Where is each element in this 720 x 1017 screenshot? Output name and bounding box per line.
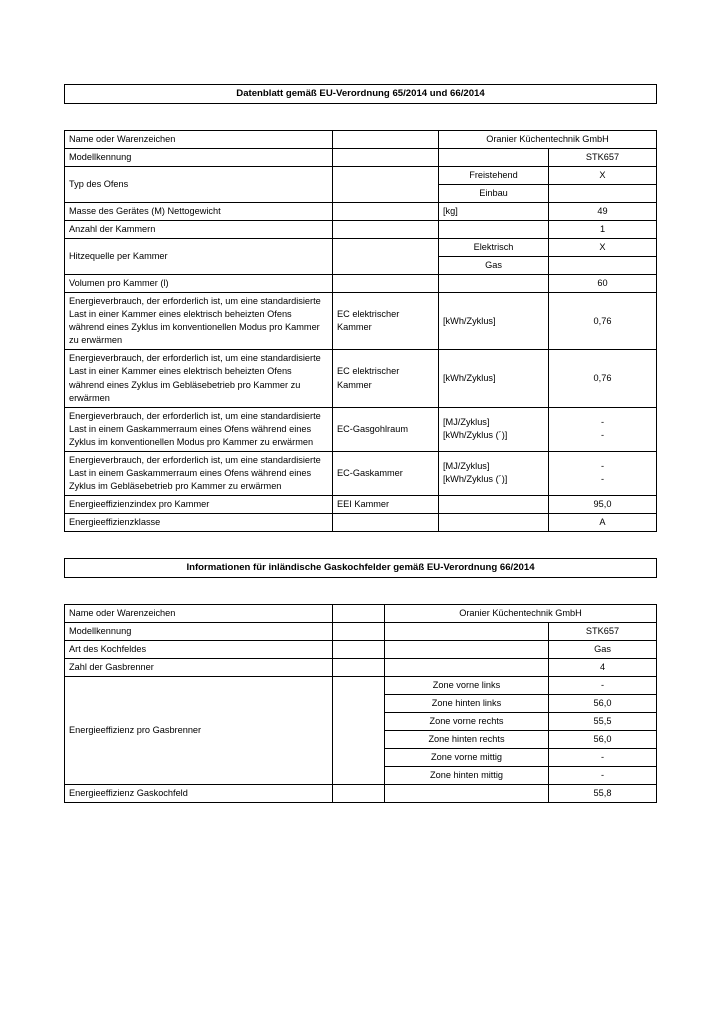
oven-type-option-freistehend: Freistehend — [439, 166, 549, 184]
ec-gas-fan-value-1: - — [600, 461, 605, 472]
table-row — [65, 496, 657, 514]
hob-total-empty-1 — [333, 785, 385, 803]
section1-data-table — [64, 130, 657, 533]
table-row — [65, 166, 657, 184]
eei-mid: EEI Kammer — [333, 496, 439, 514]
heat-source-option-elektrisch: Elektrisch — [439, 238, 549, 256]
zone-name: Zone vorne mittig — [385, 749, 549, 767]
spacer — [64, 532, 656, 558]
section1-title: Datenblatt gemäß EU-Verordnung 65/2014 und 66/2014 — [65, 85, 657, 104]
table-row — [65, 350, 657, 407]
zone-name: Zone hinten mittig — [385, 767, 549, 785]
zone-value: - — [549, 677, 657, 695]
hob-model-empty-1 — [333, 622, 385, 640]
brand-value: Oranier Küchentechnik GmbH — [439, 130, 657, 148]
oven-type-option-freistehend-value: X — [549, 166, 657, 184]
burners-label: Zahl der Gasbrenner — [65, 658, 333, 676]
ec-gas-fan-mid: EC-Gaskammer — [333, 451, 439, 495]
eei-label: Energieeffizienzindex pro Kammer — [65, 496, 333, 514]
table-row — [65, 275, 657, 293]
mass-label: Masse des Gerätes (M) Nettogewicht — [65, 202, 333, 220]
ec-fan-value: 0,76 — [549, 350, 657, 407]
hob-brand-empty — [333, 604, 385, 622]
oven-type-label: Typ des Ofens — [65, 166, 333, 202]
ec-conventional-value: 0,76 — [549, 293, 657, 350]
ec-gas-conventional-unit-1: [MJ/Zyklus] — [443, 416, 490, 427]
model-empty-1 — [333, 148, 439, 166]
table-row — [65, 85, 657, 104]
table-row — [65, 640, 657, 658]
hob-total-empty-2 — [385, 785, 549, 803]
spacer — [64, 104, 656, 130]
ec-gas-conventional-label: Energieverbrauch, der erforderlich ist, um eine standardisierte Last in einem Gaskammerraum eines Ofens während eines Zyklus im konventionellen Modus pro Kammer zu erwärmen — [65, 407, 333, 451]
hob-model-value: STK657 — [549, 622, 657, 640]
cavities-empty-1 — [333, 220, 439, 238]
hob-type-value: Gas — [549, 640, 657, 658]
heat-source-label: Hitzequelle per Kammer — [65, 238, 333, 274]
ec-gas-fan-unit-2: [kWh/Zyklus (´)] — [443, 474, 508, 485]
ec-conventional-label: Energieverbrauch, der erforderlich ist, um eine standardisierte Last in einer Kammer eines elektrisch beheizten Ofens während eines Zyklus im konventionellen Modus pro Kammer zu erwärmen — [65, 293, 333, 350]
oven-type-option-einbau-value — [549, 184, 657, 202]
zone-name: Zone hinten rechts — [385, 731, 549, 749]
model-value: STK657 — [549, 148, 657, 166]
zone-value: - — [549, 749, 657, 767]
energy-class-value: A — [549, 514, 657, 532]
ec-gas-conventional-value-2: - — [600, 430, 605, 441]
ec-fan-mid: EC elektrischer Kammer — [333, 350, 439, 407]
heat-source-option-elektrisch-value: X — [549, 238, 657, 256]
ec-gas-conventional-mid: EC-Gasgohlraum — [333, 407, 439, 451]
mass-unit: [kg] — [439, 202, 549, 220]
zone-value: 56,0 — [549, 695, 657, 713]
zone-name: Zone vorne rechts — [385, 713, 549, 731]
ec-gas-fan-value-2: - — [600, 474, 605, 485]
table-row — [65, 622, 657, 640]
zone-value: - — [549, 767, 657, 785]
ec-fan-label: Energieverbrauch, der erforderlich ist, um eine standardisierte Last in einer Kammer eines elektrisch beheizten Ofens während eines Zyklus im Gebläsebetrieb pro Kammer zu erwärmen — [65, 350, 333, 407]
burners-empty-1 — [333, 658, 385, 676]
ec-gas-fan-units — [439, 451, 549, 495]
zone-name: Zone hinten links — [385, 695, 549, 713]
section1-title-table — [64, 84, 657, 104]
table-row — [65, 148, 657, 166]
oven-type-empty — [333, 166, 439, 202]
oven-type-option-einbau: Einbau — [439, 184, 549, 202]
ec-gas-conventional-units — [439, 407, 549, 451]
table-row — [65, 130, 657, 148]
table-row — [65, 604, 657, 622]
mass-empty — [333, 202, 439, 220]
ec-conventional-mid: EC elektrischer Kammer — [333, 293, 439, 350]
volume-empty-2 — [439, 275, 549, 293]
hob-type-label: Art des Kochfeldes — [65, 640, 333, 658]
zone-value: 56,0 — [549, 731, 657, 749]
cavities-value: 1 — [549, 220, 657, 238]
table-row — [65, 559, 657, 578]
hob-brand-label: Name oder Warenzeichen — [65, 604, 333, 622]
zone-name: Zone vorne links — [385, 677, 549, 695]
model-empty-2 — [439, 148, 549, 166]
ec-gas-fan-values — [549, 451, 657, 495]
hob-type-empty-2 — [385, 640, 549, 658]
hob-model-label: Modellkennung — [65, 622, 333, 640]
mass-value: 49 — [549, 202, 657, 220]
model-label: Modellkennung — [65, 148, 333, 166]
ec-gas-fan-label: Energieverbrauch, der erforderlich ist, um eine standardisierte Last in einem Gaskammerraum eines Ofens während eines Zyklus im Gebläsebetrieb pro Kammer zu erwärmen — [65, 451, 333, 495]
ec-conventional-unit: [kWh/Zyklus] — [439, 293, 549, 350]
table-row — [65, 202, 657, 220]
table-row — [65, 658, 657, 676]
heat-source-option-gas: Gas — [439, 257, 549, 275]
hob-type-empty-1 — [333, 640, 385, 658]
table-row — [65, 677, 657, 695]
eei-empty — [439, 496, 549, 514]
table-row — [65, 514, 657, 532]
ec-gas-conventional-value-1: - — [600, 416, 605, 427]
volume-label: Volumen pro Kammer (l) — [65, 275, 333, 293]
energy-class-label: Energieeffizienzklasse — [65, 514, 333, 532]
brand-label: Name oder Warenzeichen — [65, 130, 333, 148]
table-row — [65, 451, 657, 495]
ec-fan-unit: [kWh/Zyklus] — [439, 350, 549, 407]
energy-class-empty-1 — [333, 514, 439, 532]
table-row — [65, 407, 657, 451]
ec-gas-fan-unit-1: [MJ/Zyklus] — [443, 461, 490, 472]
volume-empty-1 — [333, 275, 439, 293]
heat-source-option-gas-value — [549, 257, 657, 275]
hob-total-efficiency-label: Energieeffizienz Gaskochfeld — [65, 785, 333, 803]
cavities-empty-2 — [439, 220, 549, 238]
cavities-label: Anzahl der Kammern — [65, 220, 333, 238]
section2-title: Informationen für inländische Gaskochfelder gemäß EU-Verordnung 66/2014 — [65, 559, 657, 578]
burner-efficiency-empty — [333, 677, 385, 785]
burners-value: 4 — [549, 658, 657, 676]
hob-model-empty-2 — [385, 622, 549, 640]
brand-empty — [333, 130, 439, 148]
table-row — [65, 238, 657, 256]
ec-gas-conventional-unit-2: [kWh/Zyklus (´)] — [443, 430, 508, 441]
burners-empty-2 — [385, 658, 549, 676]
section2-data-table — [64, 604, 657, 804]
table-row — [65, 220, 657, 238]
hob-total-efficiency-value: 55,8 — [549, 785, 657, 803]
ec-gas-conventional-values — [549, 407, 657, 451]
volume-value: 60 — [549, 275, 657, 293]
zone-value: 55,5 — [549, 713, 657, 731]
spacer — [64, 578, 656, 604]
eei-value: 95,0 — [549, 496, 657, 514]
table-row — [65, 785, 657, 803]
section2-title-table — [64, 558, 657, 578]
energy-class-empty-2 — [439, 514, 549, 532]
heat-source-empty — [333, 238, 439, 274]
hob-brand-value: Oranier Küchentechnik GmbH — [385, 604, 657, 622]
burner-efficiency-label: Energieeffizienz pro Gasbrenner — [65, 677, 333, 785]
table-row — [65, 293, 657, 350]
